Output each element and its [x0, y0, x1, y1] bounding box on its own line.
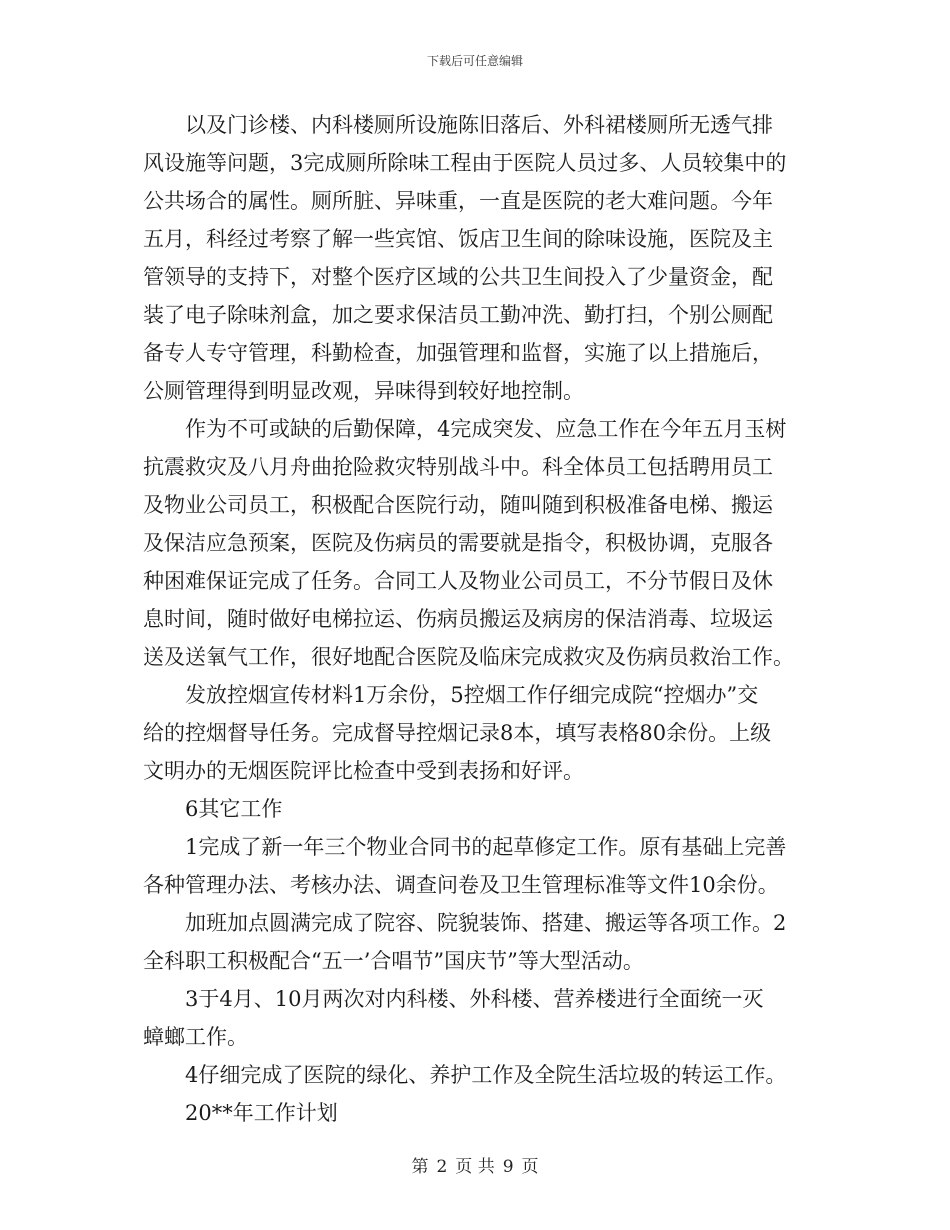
- paragraph: [143, 676, 813, 790]
- paragraph-line: 4仔细完成了医院的绿化、养护工作及全院生活垃圾的转运工作。: [185, 1063, 787, 1087]
- paragraph: [143, 410, 813, 676]
- paragraph-line: 备专人专守管理，科勤检查，加强管理和监督，实施了以上措施后，: [143, 341, 773, 365]
- document-body: [143, 106, 813, 1132]
- footer-suffix: 页: [521, 1157, 539, 1177]
- footer-middle: 页 共: [455, 1157, 495, 1177]
- paragraph-line: 种困难保证完成了任务。合同工人及物业公司员工，不分节假日及休: [143, 569, 773, 593]
- paragraph-line: 文明办的无烟医院评比检查中受到表扬和好评。: [143, 759, 584, 783]
- paragraph-line: 发放控烟宣传材料1万余份，5控烟工作仔细完成院“控烟办”交: [185, 683, 759, 707]
- paragraph-line: 装了电子除味剂盒，加之要求保洁员工勤冲洗、勤打扫，个别公厕配: [143, 303, 773, 327]
- paragraph-line: 全科职工积极配合“五一’合唱节”国庆节”等大型活动。: [143, 949, 644, 973]
- paragraph-line: 作为不可或缺的后勤保障，4完成突发、应急工作在今年五月玉树: [185, 417, 787, 441]
- paragraph-line: 加班加点圆满完成了院容、院貌装饰、搭建、搬运等各项工作。2: [185, 911, 787, 935]
- footer-prefix: 第: [411, 1157, 429, 1177]
- page-header-note: 下载后可任意编辑: [426, 54, 523, 68]
- footer-current-page: 2: [436, 1157, 448, 1177]
- page-footer: [0, 1152, 950, 1177]
- footer-total-pages: 9: [502, 1157, 514, 1177]
- paragraph: [143, 904, 813, 980]
- paragraph: [143, 828, 813, 904]
- paragraph-line: 送及送氧气工作，很好地配合医院及临床完成救灾及伤病员救治工作。: [143, 645, 794, 669]
- paragraph-line: 及物业公司员工，积极配合医院行动，随叫随到积极准备电梯、搬运: [143, 493, 773, 517]
- paragraph: [143, 980, 813, 1056]
- paragraph-line: 6其它工作: [185, 797, 283, 821]
- paragraph-line: 风设施等问题，3完成厕所除味工程由于医院人员过多、人员较集中的: [143, 151, 787, 175]
- paragraph: [143, 1094, 813, 1132]
- paragraph-line: 蟑螂工作。: [143, 1025, 248, 1049]
- paragraph: [143, 106, 813, 410]
- paragraph: [143, 790, 813, 828]
- paragraph-line: 及保洁应急预案，医院及伤病员的需要就是指令，积极协调，克服各: [143, 531, 773, 555]
- paragraph-line: 3于4月、10月两次对内科楼、外科楼、营养楼进行全面统一灭: [185, 987, 764, 1011]
- paragraph-line: 息时间，随时做好电梯拉运、伤病员搬运及病房的保洁消毒、垃圾运: [143, 607, 773, 631]
- paragraph-line: 1完成了新一年三个物业合同书的起草修定工作。原有基础上完善: [185, 835, 787, 859]
- paragraph-line: 各种管理办法、考核办法、调查问卷及卫生管理标准等文件10余份。: [143, 873, 779, 897]
- paragraph-line: 20**年工作计划: [185, 1101, 338, 1125]
- paragraph-line: 五月，科经过考察了解一些宾馆、饭店卫生间的除味设施，医院及主: [143, 227, 773, 251]
- paragraph-line: 抗震救灾及八月舟曲抢险救灾特别战斗中。科全体员工包括聘用员工: [143, 455, 773, 479]
- paragraph-line: 给的控烟督导任务。完成督导控烟记录8本，填写表格80余份。上级: [143, 721, 772, 745]
- paragraph-line: 以及门诊楼、内科楼厕所设施陈旧落后、外科裙楼厕所无透气排: [185, 113, 773, 137]
- paragraph-line: 管领导的支持下，对整个医疗区域的公共卫生间投入了少量资金，配: [143, 265, 773, 289]
- paragraph-line: 公共场合的属性。厕所脏、异味重，一直是医院的老大难问题。今年: [143, 189, 773, 213]
- paragraph: [143, 1056, 813, 1094]
- paragraph-line: 公厕管理得到明显改观，异味得到较好地控制。: [143, 379, 584, 403]
